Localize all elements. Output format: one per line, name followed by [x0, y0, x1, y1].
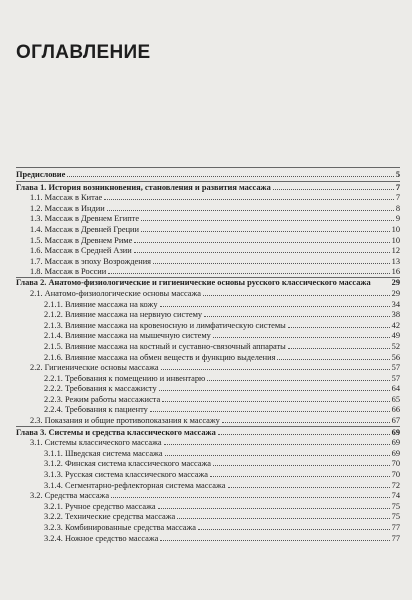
- toc-section-2-1-list: [16, 299, 400, 363]
- toc-list-item[interactable]: [16, 224, 400, 235]
- toc-entry-page: 72: [391, 480, 400, 490]
- toc-entry-title: 3.2.4. Ножное средство массажа: [44, 533, 159, 543]
- toc-entry-page: 75: [391, 512, 400, 522]
- toc-chapter-1[interactable]: [16, 182, 400, 193]
- dot-leader: [104, 192, 394, 200]
- toc-chapter-3[interactable]: [16, 427, 400, 438]
- toc-entry-title: Глава 2. Анатомо-физиологические и гигиенические основы русского классического массажа: [16, 277, 371, 287]
- dot-leader: [150, 404, 390, 412]
- dot-leader: [160, 533, 389, 541]
- toc-section-2-1[interactable]: [16, 288, 400, 299]
- toc-entry-page: 70: [391, 470, 400, 480]
- dot-leader: [161, 362, 390, 370]
- toc-entry-title: 1.6. Массаж в Средней Азии: [30, 246, 132, 256]
- toc-entry-page: 75: [391, 501, 400, 511]
- toc-entry-page: 9: [395, 214, 400, 224]
- toc-entry-page: 10: [391, 235, 400, 245]
- toc-entry-title: 2.2.3. Режим работы массажиста: [44, 394, 161, 404]
- dot-leader: [228, 480, 390, 488]
- toc-entry-title: 2.1. Анатомо-физиологические основы массажа: [30, 288, 201, 298]
- toc-list-item[interactable]: [16, 235, 400, 246]
- toc-entry-page: 57: [391, 373, 400, 383]
- toc-entry-title: 1.3. Массаж в Древнем Египте: [30, 214, 140, 224]
- page-title: ОГЛАВЛЕНИЕ: [16, 42, 151, 63]
- dot-leader: [108, 266, 389, 274]
- toc-list-item[interactable]: [16, 458, 400, 469]
- toc-entry-page: 64: [391, 384, 400, 394]
- toc-list-item[interactable]: [16, 245, 400, 256]
- toc-entry-title: 2.2.2. Требования к массажисту: [44, 384, 157, 394]
- toc-entry-page: 16: [391, 267, 400, 277]
- toc-entry-title: 3.1.1. Шведская система массажа: [44, 448, 163, 458]
- toc-entry-page: 12: [391, 246, 400, 256]
- toc-list-item[interactable]: [16, 469, 400, 480]
- toc-entry-title: 2.3. Показания и общие противопоказания к массажу: [30, 416, 220, 426]
- toc-entry-title: 2.2. Гигиенические основы массажа: [30, 363, 159, 373]
- toc-entry-title: 3.2.1. Ручное средство массажа: [44, 501, 156, 511]
- dot-leader: [160, 299, 390, 307]
- dot-leader: [213, 330, 390, 338]
- toc-entry-title: 2.1.5. Влияние массажа на костный и суставно-связочный аппараты: [44, 341, 286, 351]
- toc-entry-title: 3.1.3. Русская система классического массажа: [44, 470, 208, 480]
- toc-list-item[interactable]: [16, 480, 400, 491]
- dot-leader: [177, 511, 389, 519]
- toc-entry-page: 66: [391, 405, 400, 415]
- toc-list-item[interactable]: [16, 213, 400, 224]
- toc-list-item[interactable]: [16, 501, 400, 512]
- toc-list-item[interactable]: [16, 341, 400, 352]
- toc-entry-page: 69: [391, 438, 400, 448]
- toc-entry-page: 57: [391, 363, 400, 373]
- toc-entry-page: 13: [391, 256, 400, 266]
- toc-entry-page: 70: [391, 459, 400, 469]
- toc-entry-page: 52: [391, 341, 400, 351]
- dot-leader: [141, 224, 390, 232]
- toc-list-item[interactable]: [16, 511, 400, 522]
- toc-list-item[interactable]: [16, 203, 400, 214]
- toc-entry-page: 77: [391, 523, 400, 532]
- toc-entry-title: 1.2. Массаж в Индии: [30, 203, 105, 213]
- toc-list-item[interactable]: [16, 320, 400, 331]
- toc-entry-page: 7: [395, 182, 400, 192]
- toc-section-3-1-list: [16, 448, 400, 490]
- dot-leader: [153, 256, 390, 264]
- toc-list-item[interactable]: [16, 404, 400, 415]
- toc-list-item[interactable]: [16, 373, 400, 384]
- toc-entry-title: 1.7. Массаж в эпоху Возрождения: [30, 256, 152, 266]
- toc-list-item[interactable]: [16, 522, 400, 533]
- toc-list-item[interactable]: [16, 394, 400, 405]
- dot-leader: [165, 448, 390, 456]
- toc-entry-title: Глава 1. История возникновения, становления и развития массажа: [16, 182, 271, 192]
- dot-leader: [198, 522, 390, 530]
- dot-leader: [203, 288, 390, 296]
- toc-list-item[interactable]: [16, 533, 400, 544]
- toc-chapter-1-list: [16, 192, 400, 277]
- toc-entry-title: 3.1. Системы классического массажа: [30, 438, 162, 448]
- toc-entry-title: 1.5. Массаж в Древнем Риме: [30, 235, 133, 245]
- toc-entry-title: 2.2.4. Требования к пациенту: [44, 405, 148, 415]
- toc-entry-page: 29: [391, 277, 400, 287]
- toc-entry-page: 42: [391, 320, 400, 330]
- toc-entry-title: Глава 3. Системы и средства классического массажа: [16, 427, 216, 437]
- toc-entry-title: 3.1.2. Финская система классического массажа: [44, 459, 211, 469]
- toc-entry-title: 2.1.2. Влияние массажа на нервную систему: [44, 310, 203, 320]
- toc-entry-title: 3.1.4. Сегментарно-рефлекторная система массажа: [44, 480, 226, 490]
- toc-section-3-2[interactable]: [16, 490, 400, 501]
- dot-leader: [111, 490, 390, 498]
- toc-entry-title: 2.2.1. Требования к помещению и инвентарю: [44, 373, 206, 383]
- dot-leader: [218, 427, 390, 435]
- toc-list-item[interactable]: [16, 266, 400, 277]
- dot-leader: [107, 203, 394, 211]
- dot-leader: [164, 437, 390, 445]
- dot-leader: [273, 182, 394, 190]
- toc-entry-title: Предисловие: [16, 170, 66, 179]
- toc-entry-page: 77: [391, 533, 400, 543]
- dot-leader: [277, 352, 389, 360]
- toc-entry-page: 74: [391, 491, 400, 501]
- divider: [16, 167, 400, 168]
- toc-list-item[interactable]: [16, 256, 400, 267]
- toc-entry-title: 1.4. Массаж в Древней Греции: [30, 224, 140, 234]
- toc-entry-page: 65: [391, 394, 400, 404]
- toc-list-item[interactable]: [16, 448, 400, 459]
- dot-leader: [134, 235, 389, 243]
- toc-list-item[interactable]: [16, 192, 400, 203]
- toc-entry-title: 2.1.1. Влияние массажа на кожу: [44, 299, 158, 309]
- toc-section-3-1[interactable]: [16, 437, 400, 448]
- toc-entry-page: 69: [391, 448, 400, 458]
- dot-leader: [158, 501, 390, 509]
- toc-section-2-3[interactable]: [16, 415, 400, 426]
- toc-list-item[interactable]: [16, 352, 400, 363]
- dot-leader: [162, 394, 389, 402]
- toc-entry-page: 7: [395, 193, 400, 203]
- dot-leader: [288, 341, 390, 349]
- toc-entry-page: 56: [391, 352, 400, 362]
- dot-leader: [222, 415, 390, 423]
- toc-entry-page: 69: [391, 427, 400, 437]
- toc-entry-page: 5: [395, 170, 400, 179]
- toc-entry-title: 3.2. Средства массажа: [30, 491, 110, 501]
- toc-section-3-2-list: [16, 501, 400, 543]
- dot-leader: [159, 383, 390, 391]
- toc-entry-title: 2.1.6. Влияние массажа на обмен веществ и функцию выделения: [44, 352, 276, 362]
- toc-entry-title: 3.2.3. Комбинированные средства массажа: [44, 523, 196, 532]
- toc-entry-title: 2.1.3. Влияние массажа на кровеносную и лимфатическую системы: [44, 320, 286, 330]
- toc-list-item[interactable]: [16, 309, 400, 320]
- toc-entry-page: 34: [391, 299, 400, 309]
- toc-entry-page: 67: [391, 416, 400, 426]
- toc-list-item[interactable]: [16, 330, 400, 341]
- toc-entry-title: 1.8. Массаж в России: [30, 267, 107, 277]
- toc-entry-page: 10: [391, 224, 400, 234]
- toc-entry-page: 38: [391, 310, 400, 320]
- dot-leader: [213, 458, 390, 466]
- dot-leader: [204, 309, 390, 317]
- table-of-contents: [16, 167, 400, 543]
- dot-leader: [207, 373, 389, 381]
- dot-leader: [288, 320, 390, 328]
- toc-entry-title: 1.1. Массаж в Китае: [30, 193, 103, 203]
- toc-entry-title: 2.1.4. Влияние массажа на мышечную систему: [44, 331, 211, 341]
- dot-leader: [141, 213, 394, 221]
- toc-entry-page: 49: [391, 331, 400, 341]
- toc-entry-page: 8: [395, 203, 400, 213]
- toc-section-2-2-list: [16, 373, 400, 415]
- toc-entry-page: 29: [391, 288, 400, 298]
- toc-entry-title: 3.2.2. Технические средства массажа: [44, 512, 176, 522]
- toc-preface[interactable]: [16, 169, 400, 180]
- dot-leader: [210, 469, 390, 477]
- toc-section-2-2[interactable]: [16, 362, 400, 373]
- dot-leader: [134, 245, 390, 253]
- toc-chapter-2[interactable]: [16, 278, 400, 288]
- toc-list-item[interactable]: [16, 383, 400, 394]
- toc-list-item[interactable]: [16, 299, 400, 310]
- dot-leader: [67, 169, 394, 177]
